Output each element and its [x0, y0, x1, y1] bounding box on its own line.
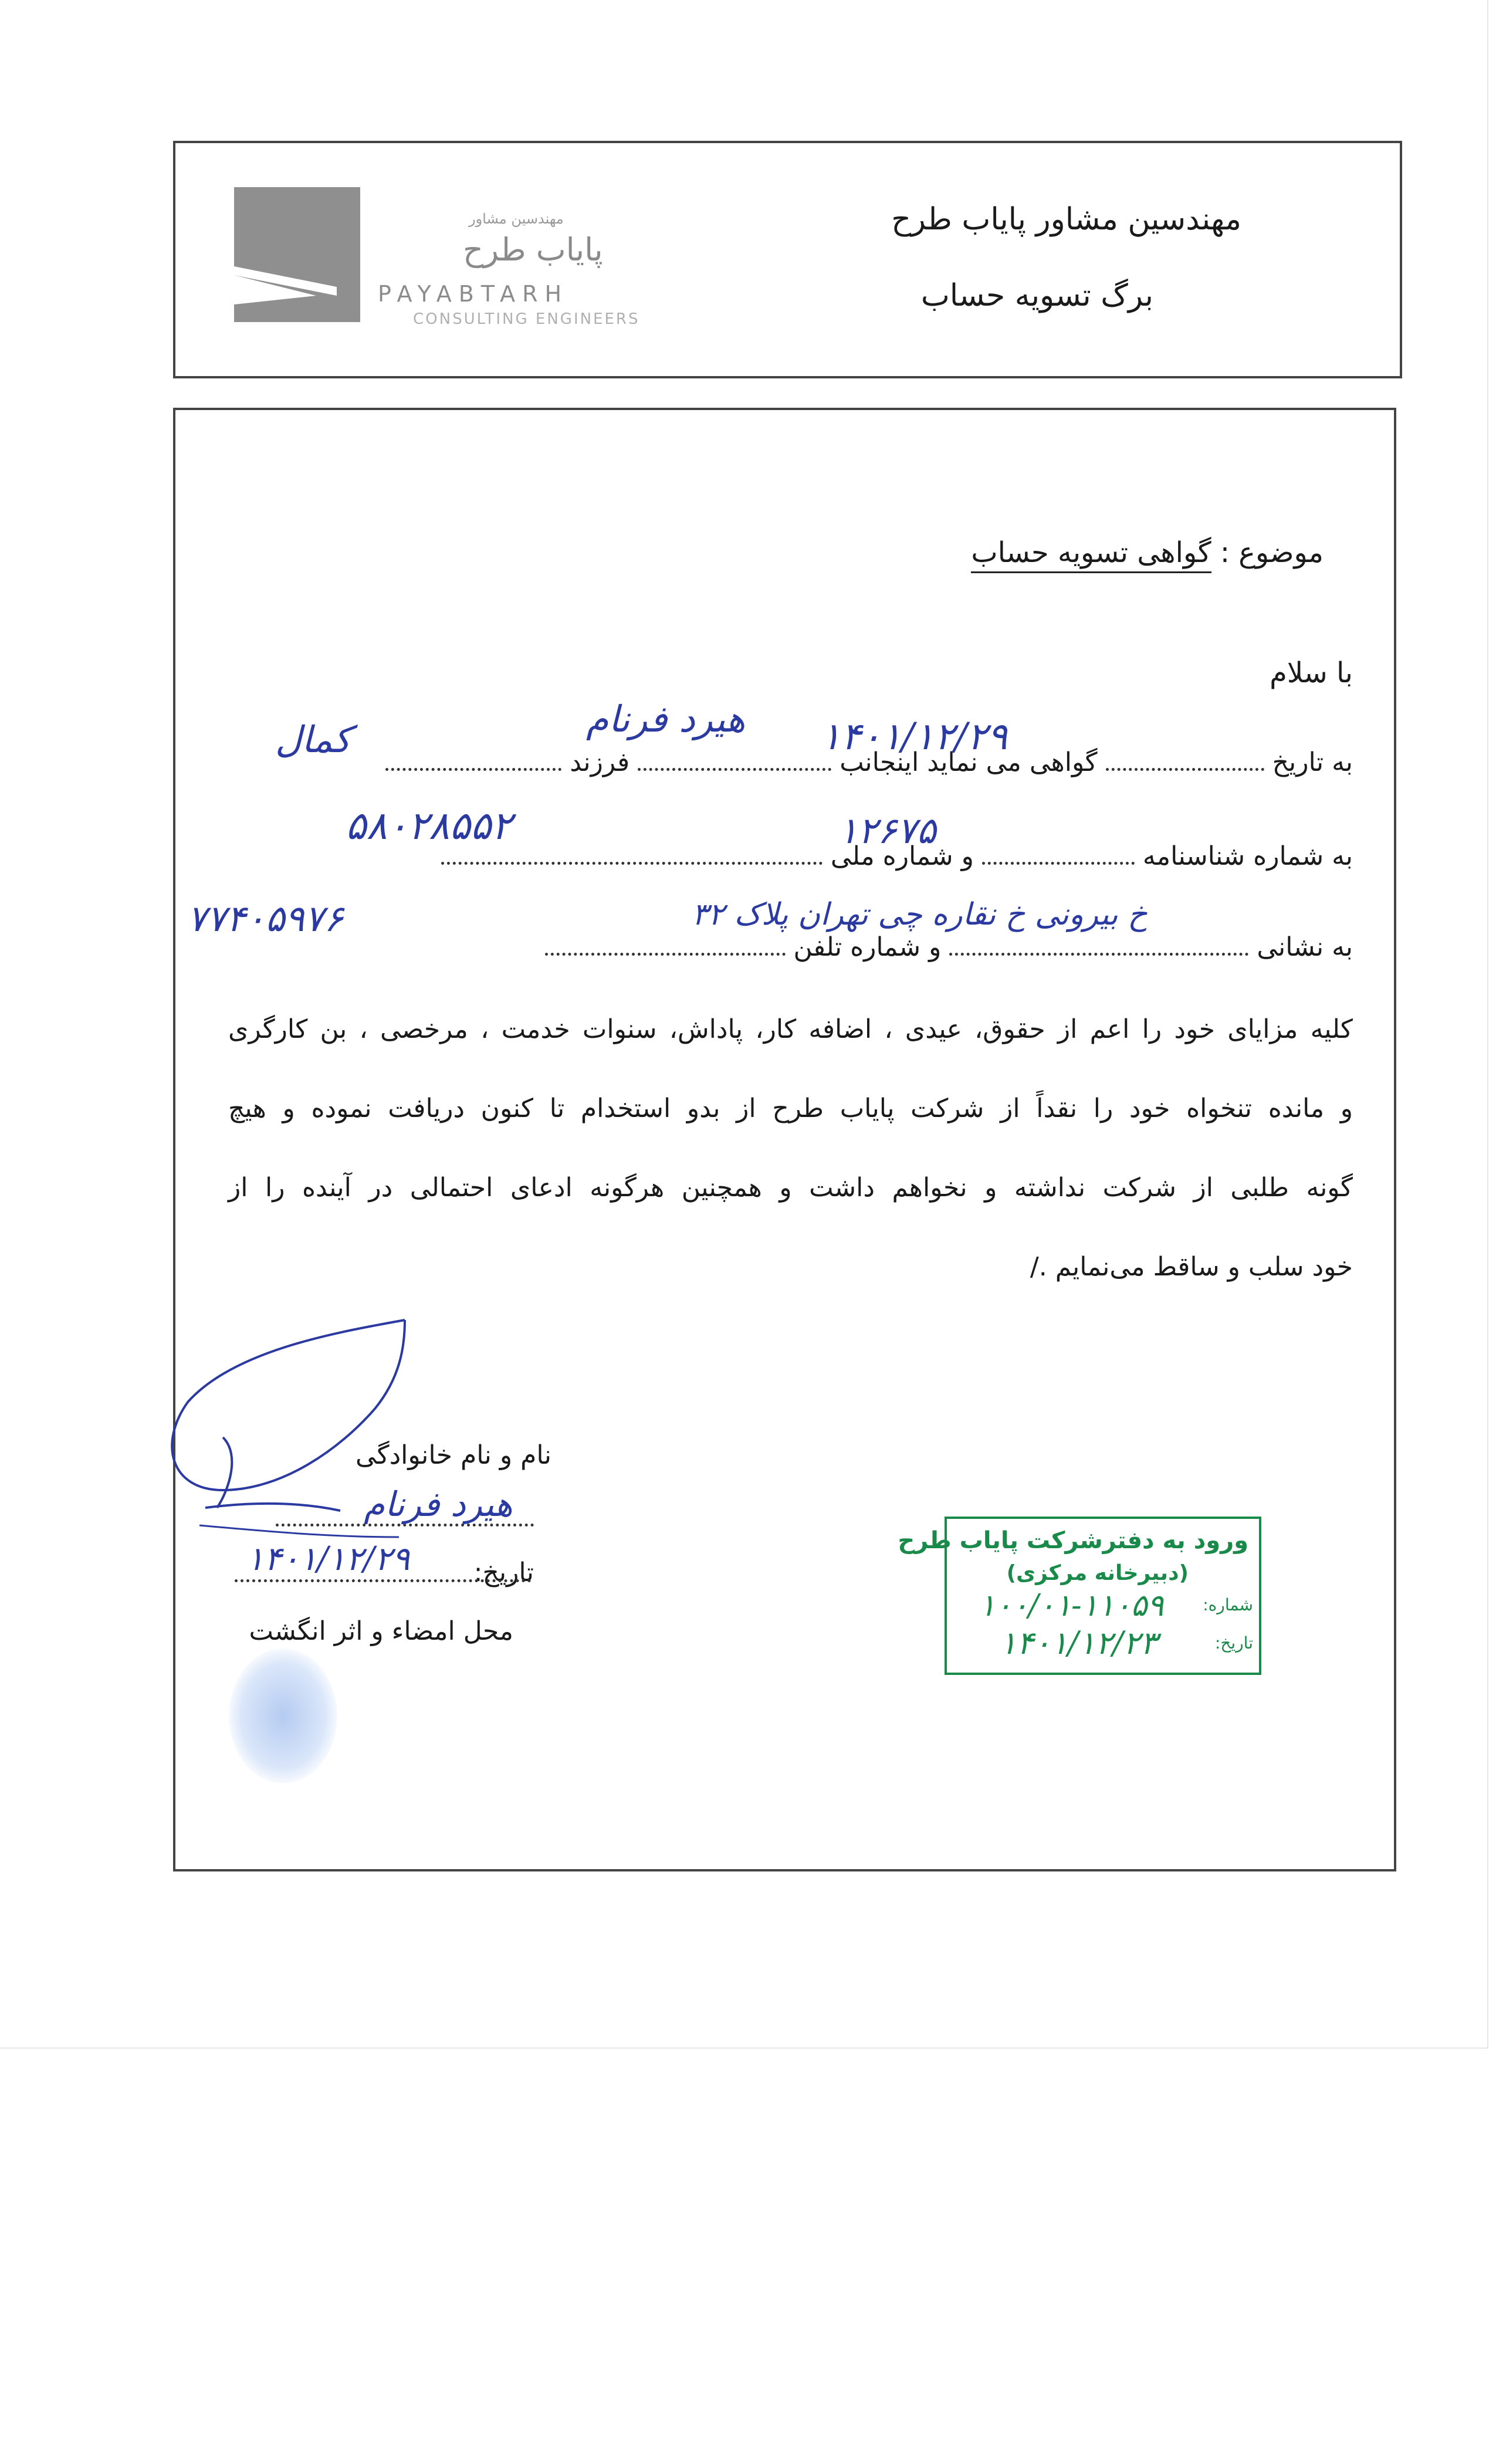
letterhead — [173, 141, 1402, 378]
declaration-line-4: خود سلب و ساقط می‌نمایم ./ — [1030, 1252, 1353, 1282]
national-id-label: و شماره ملی — [830, 841, 974, 871]
form-title: برگ تسویه حساب — [920, 278, 1153, 313]
fingerprint-mark — [229, 1649, 337, 1783]
certify-label: گواهی می نماید اینجانب — [840, 747, 1098, 777]
handwritten-national-id: ۵۸۰۲۸۵۵۲ — [346, 803, 512, 848]
handwritten-name: هیرد فرنام — [586, 698, 746, 740]
child-of-label: فرزند — [570, 747, 630, 777]
stamp-date-label: تاریخ: — [1214, 1633, 1253, 1653]
handwritten-address: خ بیرونی خ نقاره چی تهران پلاک ۳۲ — [692, 897, 1148, 932]
subject-label: موضوع : — [1220, 536, 1324, 569]
greeting: با سلام — [1270, 656, 1353, 689]
handwritten-father-name: کمال — [275, 718, 351, 761]
address-field — [949, 946, 1248, 956]
subject-value: گواهی تسویه حساب — [971, 536, 1211, 573]
stamp-title: ورود به دفترشرکت پایاب طرح — [898, 1527, 1248, 1554]
handwritten-birth-cert-number: ۱۲۶۷۵ — [838, 809, 936, 852]
registry-stamp — [898, 1517, 1261, 1675]
logo-tagline: CONSULTING ENGINEERS — [413, 310, 640, 328]
handwritten-signature-date: ۱۴۰۱/۱۲/۲۹ — [246, 1540, 410, 1578]
declaration-line-3: گونه طلبی از شرکت نداشته و نخواهم داشت و همچنین هرگونه ادعای احتمالی در آینده را از — [228, 1173, 1353, 1203]
date-intro-label: به تاریخ — [1272, 747, 1353, 777]
phone-label: و شماره تلفن — [793, 932, 942, 962]
stamp-subtitle: (دبیرخانه مرکزی) — [1006, 1561, 1189, 1585]
stamp-date-value: ۱۴۰۱/۱۲/۲۳ — [1000, 1624, 1157, 1661]
statement-line-3 — [545, 932, 1353, 962]
birth-cert-field — [982, 855, 1135, 865]
father-field — [385, 761, 561, 771]
stamp-number-label: شماره: — [1203, 1595, 1253, 1615]
company-name: مهندسین مشاور پایاب طرح — [891, 202, 1241, 237]
birth-cert-label: به شماره شناسنامه — [1142, 841, 1353, 871]
declaration-line-1: کلیه مزایای خود را اعم از حقوق، عیدی ، اضافه کار، پاداش، سنوات خدمت ، مرخصی ، بن کارگری — [228, 1014, 1353, 1044]
handwritten-full-name: هیرد فرنام — [364, 1484, 513, 1524]
handwritten-date: ۱۴۰۱/۱۲/۲۹ — [821, 715, 1008, 759]
subject-line — [971, 536, 1324, 569]
name-field — [638, 761, 831, 771]
signature-date-label: تاریخ: — [473, 1558, 534, 1588]
logo-subtitle-fa: مهندسین مشاور — [469, 211, 564, 227]
signature-place-label: محل امضاء و اثر انگشت — [249, 1616, 513, 1646]
date-field — [1106, 761, 1264, 771]
national-id-field — [441, 855, 823, 865]
address-label: به نشانی — [1257, 932, 1353, 962]
full-name-label: نام و نام خانوادگی — [355, 1440, 551, 1470]
stamp-number-value: ۱۰۰/۰۱-۱۱۰۵۹ — [979, 1588, 1164, 1623]
phone-field — [545, 946, 786, 956]
company-logo-mark — [234, 187, 360, 322]
handwritten-phone: ۷۷۴۰۵۹۷۶ — [187, 897, 344, 940]
declaration-line-2: و مانده تنخواه خود را نقداً از شرکت پایاب طرح از بدو استخدام تا کنون دریافت نموده و هیچ — [228, 1094, 1353, 1123]
logo-name-en: PAYABTARH — [378, 281, 569, 307]
logo-name-fa: پایاب طرح — [463, 231, 603, 268]
